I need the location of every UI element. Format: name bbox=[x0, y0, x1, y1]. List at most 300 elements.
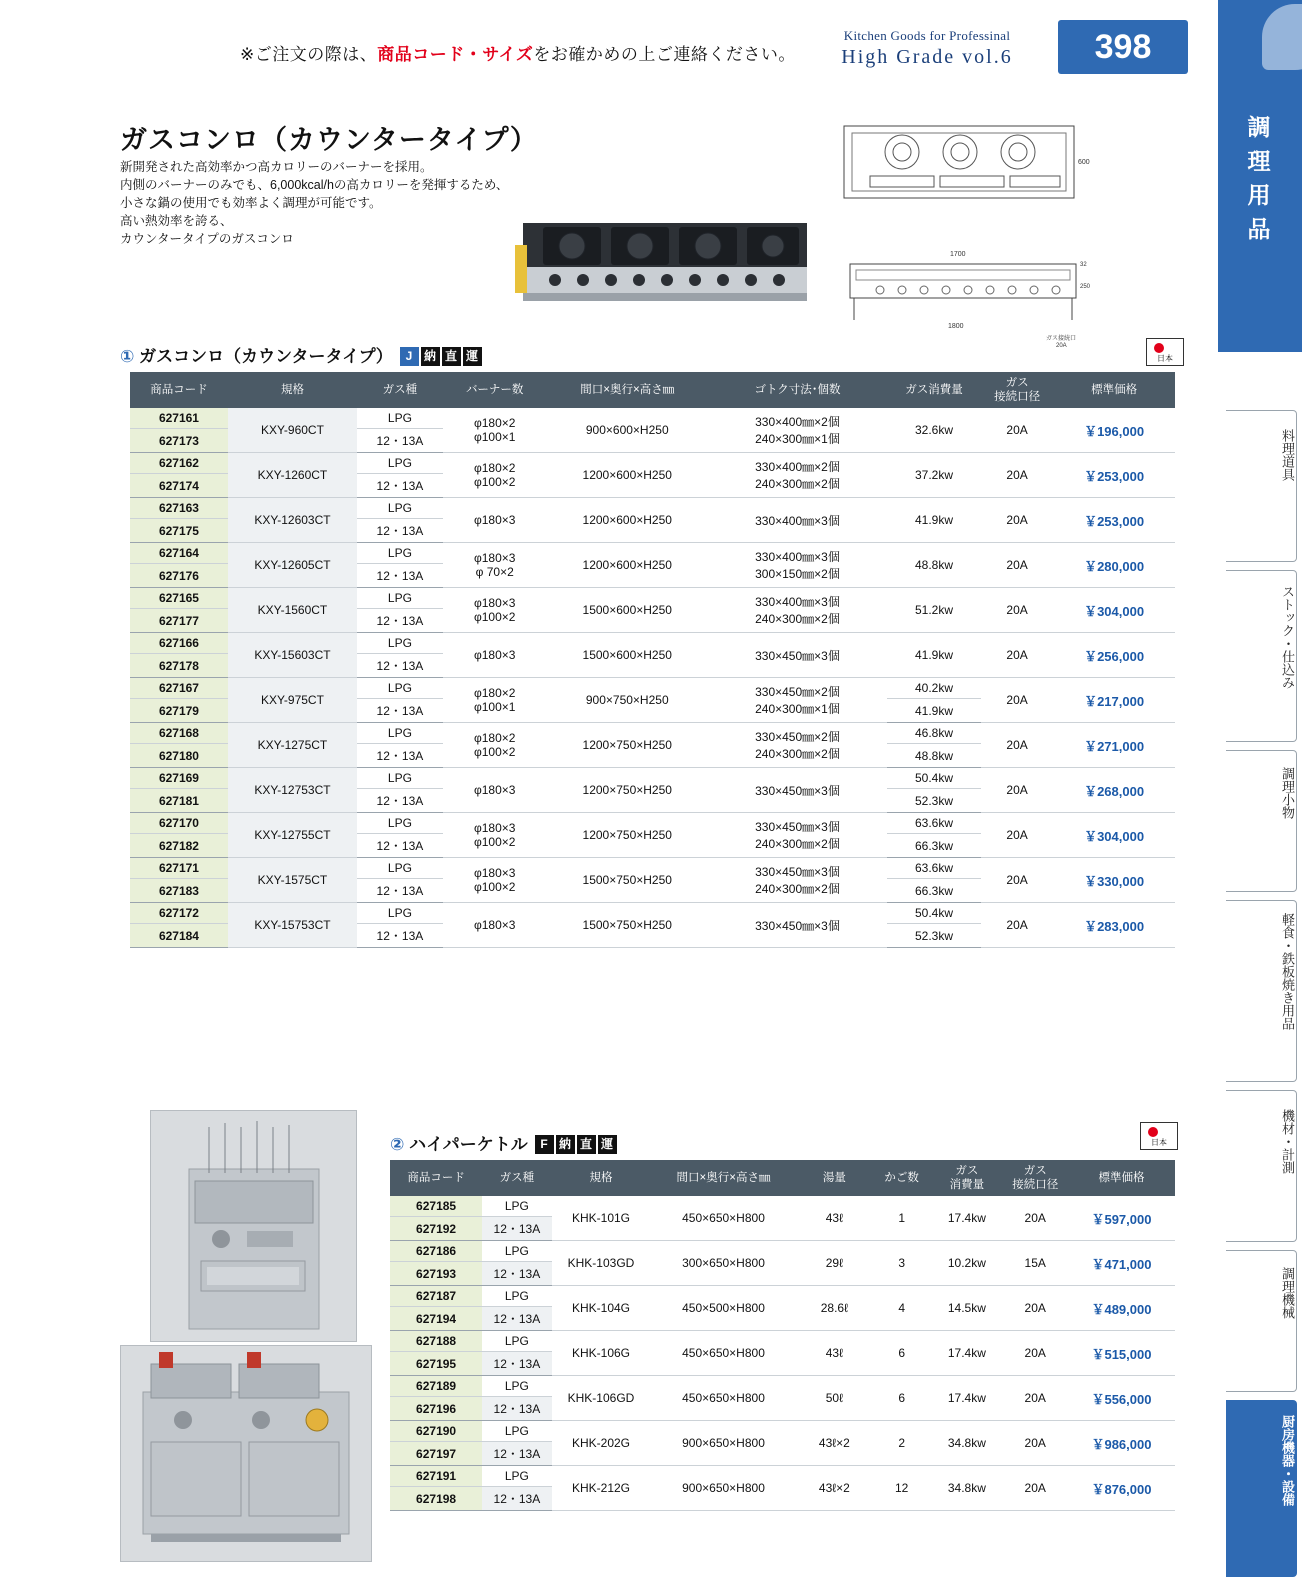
th-size-2: 間口×奥行×高さ㎜ bbox=[650, 1160, 796, 1196]
cell-burners: φ180×3 φ100×2 bbox=[443, 588, 547, 633]
cell-product-code: 627194 bbox=[390, 1307, 482, 1331]
table-row[interactable] bbox=[130, 723, 1175, 744]
table-row[interactable] bbox=[130, 858, 1175, 879]
cell-gas-port: 20A bbox=[1002, 1466, 1067, 1511]
cell-gas-type: 12・13A bbox=[482, 1307, 551, 1331]
cell-price: ￥196,000 bbox=[1053, 408, 1175, 453]
cell-gas-port: 20A bbox=[981, 678, 1053, 723]
product-photo-kettle-1 bbox=[150, 1110, 357, 1342]
cell-price: ￥556,000 bbox=[1068, 1376, 1175, 1421]
cell-grate: 330×400㎜×3個 240×300㎜×2個 bbox=[708, 588, 887, 633]
cell-dimensions: 1500×750×H250 bbox=[547, 903, 708, 948]
th-port-2: ガス 接続口径 bbox=[1002, 1160, 1067, 1196]
cell-gas-port: 20A bbox=[1002, 1331, 1067, 1376]
badge-shipping-2: 運 bbox=[598, 1135, 617, 1154]
cell-burners: φ180×2 φ100×2 bbox=[443, 723, 547, 768]
cell-gas-type: LPG bbox=[357, 498, 443, 519]
cell-product-code: 627191 bbox=[390, 1466, 482, 1487]
cell-gas-port: 20A bbox=[981, 633, 1053, 678]
cell-product-code: 627169 bbox=[130, 768, 228, 789]
cell-consumption: 41.9kw bbox=[887, 699, 981, 723]
th-port-1: ガス 接続口径 bbox=[981, 372, 1053, 408]
cell-consumption: 32.6kw bbox=[887, 408, 981, 453]
cell-dimensions: 1200×600×H250 bbox=[547, 543, 708, 588]
cell-product-code: 627184 bbox=[130, 924, 228, 948]
cell-gas-type: 12・13A bbox=[357, 609, 443, 633]
cell-gas-type: 12・13A bbox=[357, 654, 443, 678]
section-2-number: ② bbox=[390, 1135, 405, 1154]
cell-product-code: 627167 bbox=[130, 678, 228, 699]
sidebar-item-1-label: ストック・仕込み bbox=[1280, 585, 1295, 689]
brand-line-2: High Grade vol.6 bbox=[841, 46, 1013, 68]
th-price-1: 標準価格 bbox=[1053, 372, 1175, 408]
cell-baskets: 4 bbox=[872, 1286, 931, 1331]
cell-grate: 330×400㎜×2個 240×300㎜×2個 bbox=[708, 453, 887, 498]
cell-product-code: 627188 bbox=[390, 1331, 482, 1352]
cell-burners: φ180×2 φ100×2 bbox=[443, 453, 547, 498]
cell-gas-type: LPG bbox=[357, 723, 443, 744]
cell-model: KXY-15753CT bbox=[228, 903, 357, 948]
table-row[interactable] bbox=[130, 498, 1175, 519]
table-row[interactable] bbox=[390, 1466, 1175, 1487]
table-header-row-2 bbox=[390, 1160, 1175, 1196]
cell-consumption: 17.4kw bbox=[931, 1376, 1002, 1421]
cell-gas-type: LPG bbox=[482, 1421, 551, 1442]
cell-price: ￥268,000 bbox=[1053, 768, 1175, 813]
cell-burners: φ180×2 φ100×1 bbox=[443, 408, 547, 453]
cell-product-code: 627161 bbox=[130, 408, 228, 429]
cell-product-code: 627176 bbox=[130, 564, 228, 588]
page-number: 398 bbox=[1058, 20, 1188, 74]
cell-consumption: 17.4kw bbox=[931, 1331, 1002, 1376]
cell-dimensions: 1200×750×H250 bbox=[547, 768, 708, 813]
cell-consumption: 50.4kw bbox=[887, 768, 981, 789]
cell-consumption: 51.2kw bbox=[887, 588, 981, 633]
cell-gas-port: 20A bbox=[981, 813, 1053, 858]
technical-drawing-front-view bbox=[840, 248, 1100, 348]
cell-burners: φ180×2 φ100×1 bbox=[443, 678, 547, 723]
badge-shipping: 運 bbox=[463, 347, 482, 366]
cell-gas-type: LPG bbox=[357, 408, 443, 429]
cell-burners: φ180×3 bbox=[443, 498, 547, 543]
sidebar-item-6-label: 厨房機器・設備 bbox=[1280, 1415, 1295, 1506]
intro-description bbox=[120, 158, 508, 248]
cell-consumption: 34.8kw bbox=[931, 1421, 1002, 1466]
table-row[interactable] bbox=[130, 633, 1175, 654]
cell-gas-type: 12・13A bbox=[482, 1487, 551, 1511]
cell-gas-port: 20A bbox=[981, 453, 1053, 498]
cell-product-code: 627178 bbox=[130, 654, 228, 678]
cell-model: KHK-103GD bbox=[552, 1241, 651, 1286]
cell-burners: φ180×3 φ100×2 bbox=[443, 813, 547, 858]
page-header bbox=[0, 0, 1302, 88]
cell-price: ￥471,000 bbox=[1068, 1241, 1175, 1286]
cell-grate: 330×400㎜×3個 bbox=[708, 498, 887, 543]
cell-gas-type: 12・13A bbox=[482, 1442, 551, 1466]
cell-price: ￥256,000 bbox=[1053, 633, 1175, 678]
table-row[interactable] bbox=[130, 768, 1175, 789]
cell-dimensions: 1200×600×H250 bbox=[547, 498, 708, 543]
section-1-number: ① bbox=[120, 347, 135, 366]
section-2-heading bbox=[390, 1130, 617, 1155]
side-rail bbox=[1190, 0, 1302, 1593]
cell-product-code: 627193 bbox=[390, 1262, 482, 1286]
cell-price: ￥217,000 bbox=[1053, 678, 1175, 723]
table-row[interactable] bbox=[130, 408, 1175, 429]
sidebar-item-4[interactable] bbox=[1226, 1090, 1297, 1242]
cell-product-code: 627162 bbox=[130, 453, 228, 474]
cell-volume: 43ℓ bbox=[797, 1331, 872, 1376]
cell-product-code: 627164 bbox=[130, 543, 228, 564]
cell-price: ￥280,000 bbox=[1053, 543, 1175, 588]
sidebar-item-3-label: 軽食・鉄板焼き用品 bbox=[1280, 913, 1295, 1030]
sidebar-item-2-label: 調理小物 bbox=[1280, 767, 1295, 819]
cell-product-code: 627177 bbox=[130, 609, 228, 633]
cell-model: KXY-975CT bbox=[228, 678, 357, 723]
intro-line-2: 小さな鍋の使用でも効率よく調理が可能です。 bbox=[120, 196, 382, 210]
cell-product-code: 627179 bbox=[130, 699, 228, 723]
order-note-prefix: ※ご注文の際は、 bbox=[240, 45, 378, 64]
cell-gas-port: 15A bbox=[1002, 1241, 1067, 1286]
cell-product-code: 627168 bbox=[130, 723, 228, 744]
cell-gas-type: LPG bbox=[482, 1466, 551, 1487]
rail-main-label: 調 理 用 品 bbox=[1247, 114, 1273, 242]
cell-consumption: 14.5kw bbox=[931, 1286, 1002, 1331]
cell-dimensions: 450×650×H800 bbox=[650, 1376, 796, 1421]
th-gas-2: ガス種 bbox=[482, 1160, 551, 1196]
cell-gas-type: 12・13A bbox=[482, 1217, 551, 1241]
cell-gas-port: 20A bbox=[981, 858, 1053, 903]
cell-gas-type: LPG bbox=[357, 768, 443, 789]
product-photo-kettle-2 bbox=[120, 1345, 372, 1562]
badge-delivery: 納 bbox=[421, 347, 440, 366]
table-row[interactable] bbox=[390, 1331, 1175, 1352]
cell-price: ￥304,000 bbox=[1053, 813, 1175, 858]
th-code-1: 商品コード bbox=[130, 372, 228, 408]
cell-baskets: 12 bbox=[872, 1466, 931, 1511]
cell-price: ￥283,000 bbox=[1053, 903, 1175, 948]
cell-product-code: 627163 bbox=[130, 498, 228, 519]
cell-grate: 330×400㎜×3個 300×150㎜×2個 bbox=[708, 543, 887, 588]
cell-consumption: 17.4kw bbox=[931, 1196, 1002, 1241]
cell-gas-type: LPG bbox=[357, 453, 443, 474]
cell-dimensions: 900×750×H250 bbox=[547, 678, 708, 723]
cell-consumption: 63.6kw bbox=[887, 813, 981, 834]
cell-gas-port: 20A bbox=[981, 903, 1053, 948]
cell-model: KHK-212G bbox=[552, 1466, 651, 1511]
cell-grate: 330×450㎜×3個 240×300㎜×2個 bbox=[708, 813, 887, 858]
cell-consumption: 52.3kw bbox=[887, 924, 981, 948]
cell-burners: φ180×3 φ100×2 bbox=[443, 858, 547, 903]
order-note-highlight: 商品コード・サイズ bbox=[377, 45, 534, 64]
made-in-japan-icon-2 bbox=[1140, 1122, 1178, 1150]
cell-dimensions: 1500×600×H250 bbox=[547, 633, 708, 678]
product-photo-gas-range bbox=[515, 205, 815, 315]
svg-text:1700: 1700 bbox=[950, 251, 966, 258]
cell-consumption: 34.8kw bbox=[931, 1466, 1002, 1511]
sidebar-item-5[interactable] bbox=[1226, 1250, 1297, 1392]
cell-gas-type: LPG bbox=[357, 633, 443, 654]
table-row[interactable] bbox=[390, 1196, 1175, 1217]
table-row[interactable] bbox=[130, 903, 1175, 924]
order-note-suffix: をお確かめの上ご連絡ください。 bbox=[533, 45, 796, 64]
cell-volume: 43ℓ×2 bbox=[797, 1421, 872, 1466]
intro-line-0: 新開発された高効率かつ高カロリーのバーナーを採用。 bbox=[120, 160, 433, 174]
sidebar-item-1[interactable] bbox=[1226, 570, 1297, 742]
cell-gas-type: 12・13A bbox=[357, 474, 443, 498]
cell-consumption: 37.2kw bbox=[887, 453, 981, 498]
cell-gas-port: 20A bbox=[981, 723, 1053, 768]
cell-gas-type: LPG bbox=[482, 1196, 551, 1217]
cell-price: ￥304,000 bbox=[1053, 588, 1175, 633]
cell-model: KHK-101G bbox=[552, 1196, 651, 1241]
th-consumption-2: ガス 消費量 bbox=[931, 1160, 1002, 1196]
cell-baskets: 6 bbox=[872, 1376, 931, 1421]
cell-model: KXY-15603CT bbox=[228, 633, 357, 678]
cell-consumption: 66.3kw bbox=[887, 834, 981, 858]
cell-volume: 29ℓ bbox=[797, 1241, 872, 1286]
section-2-title: ハイパーケトル bbox=[409, 1135, 528, 1154]
cell-model: KXY-1575CT bbox=[228, 858, 357, 903]
made-in-japan-label-2: 日本 bbox=[1151, 1138, 1167, 1147]
intro-line-1: 内側のバーナーのみでも、6,000kcal/hの高カロリーを発揮するため、 bbox=[120, 178, 509, 192]
cell-dimensions: 900×600×H250 bbox=[547, 408, 708, 453]
cell-price: ￥876,000 bbox=[1068, 1466, 1175, 1511]
cell-price: ￥515,000 bbox=[1068, 1331, 1175, 1376]
cell-product-code: 627165 bbox=[130, 588, 228, 609]
cell-gas-type: LPG bbox=[357, 543, 443, 564]
cell-grate: 330×450㎜×3個 bbox=[708, 633, 887, 678]
th-model-1: 規格 bbox=[228, 372, 357, 408]
cell-product-code: 627190 bbox=[390, 1421, 482, 1442]
th-grate-1: ゴトク寸法･個数 bbox=[708, 372, 887, 408]
cell-grate: 330×400㎜×2個 240×300㎜×1個 bbox=[708, 408, 887, 453]
cell-model: KHK-104G bbox=[552, 1286, 651, 1331]
svg-text:600: 600 bbox=[1078, 159, 1090, 166]
cell-gas-port: 20A bbox=[981, 588, 1053, 633]
cell-product-code: 627173 bbox=[130, 429, 228, 453]
kettle-table bbox=[390, 1160, 1175, 1511]
th-gas-1: ガス種 bbox=[357, 372, 443, 408]
sidebar-item-4-label: 機材・計測 bbox=[1280, 1109, 1295, 1174]
gas-range-table-body bbox=[130, 408, 1175, 948]
badge-j: J bbox=[400, 347, 419, 366]
cell-volume: 43ℓ bbox=[797, 1196, 872, 1241]
cell-product-code: 627174 bbox=[130, 474, 228, 498]
cell-gas-type: 12・13A bbox=[357, 924, 443, 948]
cell-gas-port: 20A bbox=[1002, 1376, 1067, 1421]
cell-consumption: 48.8kw bbox=[887, 543, 981, 588]
cell-volume: 28.6ℓ bbox=[797, 1286, 872, 1331]
cell-gas-type: 12・13A bbox=[357, 744, 443, 768]
th-size-1: 間口×奥行×高さ㎜ bbox=[547, 372, 708, 408]
gas-range-table bbox=[130, 372, 1175, 948]
table-row[interactable] bbox=[130, 543, 1175, 564]
cell-dimensions: 900×650×H800 bbox=[650, 1421, 796, 1466]
cell-gas-type: 12・13A bbox=[357, 564, 443, 588]
cell-dimensions: 450×500×H800 bbox=[650, 1286, 796, 1331]
cell-gas-port: 20A bbox=[1002, 1196, 1067, 1241]
svg-text:250: 250 bbox=[1080, 284, 1091, 290]
cell-consumption: 50.4kw bbox=[887, 903, 981, 924]
cell-baskets: 1 bbox=[872, 1196, 931, 1241]
intro-line-3: 高い熱効率を誇る、 bbox=[120, 214, 233, 228]
cell-model: KXY-1275CT bbox=[228, 723, 357, 768]
sidebar-item-5-label: 調理機械 bbox=[1280, 1267, 1295, 1319]
th-volume-2: 湯量 bbox=[797, 1160, 872, 1196]
cell-gas-type: LPG bbox=[357, 858, 443, 879]
section-1-title: ガスコンロ（カウンタータイプ） bbox=[139, 347, 393, 366]
th-burners-1: バーナー数 bbox=[443, 372, 547, 408]
cell-volume: 50ℓ bbox=[797, 1376, 872, 1421]
brand-block bbox=[812, 28, 1042, 69]
badge-delivery-2: 納 bbox=[556, 1135, 575, 1154]
cell-dimensions: 450×650×H800 bbox=[650, 1331, 796, 1376]
cell-consumption: 40.2kw bbox=[887, 678, 981, 699]
cell-product-code: 627172 bbox=[130, 903, 228, 924]
cell-grate: 330×450㎜×3個 240×300㎜×2個 bbox=[708, 858, 887, 903]
cell-gas-type: 12・13A bbox=[357, 519, 443, 543]
badge-direct-2: 直 bbox=[577, 1135, 596, 1154]
svg-text:32: 32 bbox=[1080, 262, 1087, 268]
cell-gas-type: LPG bbox=[357, 588, 443, 609]
sidebar-item-0-label: 料理道具 bbox=[1280, 429, 1295, 481]
cell-price: ￥330,000 bbox=[1053, 858, 1175, 903]
cell-gas-port: 20A bbox=[981, 408, 1053, 453]
cell-gas-type: 12・13A bbox=[357, 834, 443, 858]
cell-grate: 330×450㎜×3個 bbox=[708, 768, 887, 813]
made-in-japan-icon-1 bbox=[1146, 338, 1184, 366]
cell-price: ￥489,000 bbox=[1068, 1286, 1175, 1331]
cell-model: KXY-12755CT bbox=[228, 813, 357, 858]
cell-product-code: 627170 bbox=[130, 813, 228, 834]
cell-product-code: 627192 bbox=[390, 1217, 482, 1241]
cell-product-code: 627185 bbox=[390, 1196, 482, 1217]
badge-f: F bbox=[535, 1135, 554, 1154]
svg-text:1800: 1800 bbox=[948, 323, 964, 330]
cell-dimensions: 450×650×H800 bbox=[650, 1196, 796, 1241]
table-row[interactable] bbox=[390, 1421, 1175, 1442]
cell-product-code: 627189 bbox=[390, 1376, 482, 1397]
cell-model: KXY-1560CT bbox=[228, 588, 357, 633]
cell-gas-type: 12・13A bbox=[357, 429, 443, 453]
table-row[interactable] bbox=[130, 678, 1175, 699]
cell-product-code: 627182 bbox=[130, 834, 228, 858]
cell-gas-type: LPG bbox=[482, 1286, 551, 1307]
page-title: ガスコンロ（カウンタータイプ） bbox=[120, 125, 538, 155]
cell-product-code: 627175 bbox=[130, 519, 228, 543]
table-header-row-1 bbox=[130, 372, 1175, 408]
cell-baskets: 6 bbox=[872, 1331, 931, 1376]
rail-main-tab[interactable] bbox=[1218, 0, 1302, 352]
cell-gas-port: 20A bbox=[981, 768, 1053, 813]
cell-dimensions: 1500×600×H250 bbox=[547, 588, 708, 633]
cell-gas-type: 12・13A bbox=[357, 879, 443, 903]
cell-dimensions: 900×650×H800 bbox=[650, 1466, 796, 1511]
th-model-2: 規格 bbox=[552, 1160, 651, 1196]
cell-consumption: 46.8kw bbox=[887, 723, 981, 744]
cell-price: ￥253,000 bbox=[1053, 453, 1175, 498]
sidebar-item-3[interactable] bbox=[1226, 900, 1297, 1082]
cell-price: ￥986,000 bbox=[1068, 1421, 1175, 1466]
cell-dimensions: 1200×600×H250 bbox=[547, 453, 708, 498]
th-code-2: 商品コード bbox=[390, 1160, 482, 1196]
cell-model: KHK-202G bbox=[552, 1421, 651, 1466]
cell-gas-type: 12・13A bbox=[482, 1352, 551, 1376]
cell-model: KHK-106G bbox=[552, 1331, 651, 1376]
sidebar-item-0[interactable] bbox=[1226, 410, 1297, 562]
cell-product-code: 627180 bbox=[130, 744, 228, 768]
cell-consumption: 66.3kw bbox=[887, 879, 981, 903]
cell-product-code: 627196 bbox=[390, 1397, 482, 1421]
table-row[interactable] bbox=[390, 1376, 1175, 1397]
intro-line-4: カウンタータイプのガスコンロ bbox=[120, 232, 294, 246]
cell-grate: 330×450㎜×2個 240×300㎜×2個 bbox=[708, 723, 887, 768]
cell-grate: 330×450㎜×3個 bbox=[708, 903, 887, 948]
cell-gas-type: LPG bbox=[357, 678, 443, 699]
cell-gas-port: 20A bbox=[1002, 1421, 1067, 1466]
cell-consumption: 48.8kw bbox=[887, 744, 981, 768]
cell-product-code: 627171 bbox=[130, 858, 228, 879]
cell-burners: φ180×3 bbox=[443, 633, 547, 678]
cell-product-code: 627186 bbox=[390, 1241, 482, 1262]
cell-product-code: 627197 bbox=[390, 1442, 482, 1466]
cell-gas-type: LPG bbox=[357, 903, 443, 924]
cell-gas-type: LPG bbox=[482, 1331, 551, 1352]
table-row[interactable] bbox=[130, 588, 1175, 609]
cell-product-code: 627181 bbox=[130, 789, 228, 813]
cell-gas-port: 20A bbox=[1002, 1286, 1067, 1331]
th-price-2: 標準価格 bbox=[1068, 1160, 1175, 1196]
cell-product-code: 627166 bbox=[130, 633, 228, 654]
cell-gas-type: LPG bbox=[482, 1376, 551, 1397]
cell-product-code: 627187 bbox=[390, 1286, 482, 1307]
cell-consumption: 63.6kw bbox=[887, 858, 981, 879]
cell-consumption: 41.9kw bbox=[887, 633, 981, 678]
cell-gas-type: LPG bbox=[357, 813, 443, 834]
cell-model: KXY-12603CT bbox=[228, 498, 357, 543]
technical-drawing-top-view bbox=[840, 120, 1090, 210]
cell-gas-type: 12・13A bbox=[482, 1397, 551, 1421]
cell-product-code: 627198 bbox=[390, 1487, 482, 1511]
cell-gas-type: LPG bbox=[482, 1241, 551, 1262]
table-row[interactable] bbox=[390, 1286, 1175, 1307]
sidebar-item-6[interactable] bbox=[1226, 1400, 1297, 1577]
cell-baskets: 2 bbox=[872, 1421, 931, 1466]
svg-text:20A: 20A bbox=[1056, 343, 1067, 348]
table-row[interactable] bbox=[130, 453, 1175, 474]
cell-burners: φ180×3 φ 70×2 bbox=[443, 543, 547, 588]
table-row[interactable] bbox=[130, 813, 1175, 834]
cell-dimensions: 1500×750×H250 bbox=[547, 858, 708, 903]
cell-model: KXY-960CT bbox=[228, 408, 357, 453]
order-note bbox=[240, 40, 796, 65]
brand-line-1: Kitchen Goods for Professinal bbox=[843, 28, 1011, 43]
cell-price: ￥271,000 bbox=[1053, 723, 1175, 768]
cell-burners: φ180×3 bbox=[443, 903, 547, 948]
cell-model: KXY-12605CT bbox=[228, 543, 357, 588]
cell-product-code: 627195 bbox=[390, 1352, 482, 1376]
rail-decoration bbox=[1262, 4, 1302, 70]
cell-gas-port: 20A bbox=[981, 543, 1053, 588]
cell-consumption: 52.3kw bbox=[887, 789, 981, 813]
table-row[interactable] bbox=[390, 1241, 1175, 1262]
sidebar-item-2[interactable] bbox=[1226, 750, 1297, 892]
cell-gas-type: 12・13A bbox=[482, 1262, 551, 1286]
cell-model: KXY-12753CT bbox=[228, 768, 357, 813]
cell-consumption: 41.9kw bbox=[887, 498, 981, 543]
cell-dimensions: 300×650×H800 bbox=[650, 1241, 796, 1286]
